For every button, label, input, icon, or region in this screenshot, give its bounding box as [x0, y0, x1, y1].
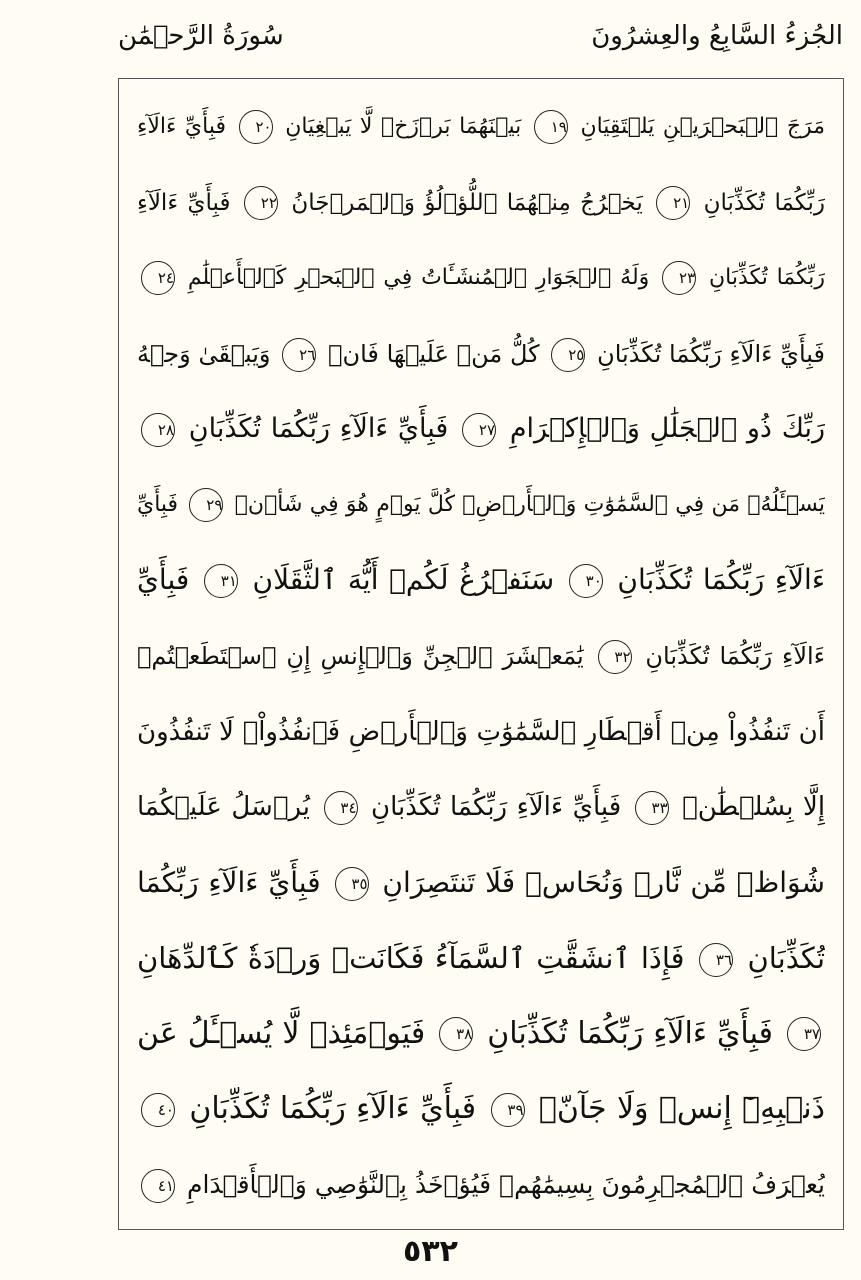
- ayah-number-marker: ٣٨: [439, 1017, 473, 1051]
- verse-text: فَبِأَيِّ ءَالَآءِ رَبِّكُمَا تُكَذِّبَانِ: [487, 1015, 773, 1051]
- verse-text: فَبِأَيِّ ءَالَآءِ رَبِّكُمَا تُكَذِّبَانِ: [188, 413, 449, 445]
- ayah-number-marker: ٣٦: [699, 943, 733, 977]
- verse-text: وَلَهُ ٱلۡجَوَارِ ٱلۡمُنشَـَٔاتُ فِي ٱلۡبَحۡرِ كَٱلۡأَعۡلَٰمِ: [187, 265, 650, 291]
- ayah-number-marker: ٢٩: [189, 488, 223, 522]
- ayah-number-marker: ٢٣: [662, 261, 696, 295]
- verse-text: يَخۡرُجُ مِنۡهُمَا ٱللُّؤۡلُؤُ وَٱلۡمَرۡجَانُ: [291, 189, 643, 216]
- ayah-number-marker: ٢١: [656, 186, 690, 220]
- verse-line: [137, 1075, 825, 1143]
- verse-text: فَبِأَيِّ: [137, 491, 179, 517]
- verse-line: [137, 395, 825, 463]
- verse-text: يُعۡرَفُ ٱلۡمُجۡرِمُونَ بِسِيمَٰهُمۡ فَيُؤۡخَذُ بِٱلنَّوَٰصِي وَٱلۡأَقۡدَامِ: [187, 1169, 825, 1199]
- ayah-number-marker: ٣٣: [635, 791, 669, 825]
- verse-text: سَنَفۡرُغُ لَكُمۡ أَيُّهَ ٱلثَّقَلَانِ: [252, 563, 555, 597]
- verse-line: [137, 244, 825, 312]
- ayah-number-marker: ٢٨: [141, 413, 175, 447]
- verse-text: فَبِأَيِّ ءَالَآءِ رَبِّكُمَا تُكَذِّبَانِ: [597, 339, 825, 368]
- verse-text: بَيۡنَهُمَا بَرۡزَخٞ لَّا يَبۡغِيَانِ: [285, 114, 522, 139]
- verse-text: كُلُّ مَنۡ عَلَيۡهَا فَانٖ: [328, 339, 540, 368]
- verse-lines: [137, 93, 825, 1219]
- verse-text: يَسۡـَٔلُهُۥ مَن فِي ٱلسَّمَٰوَٰتِ وَٱلۡأَرۡضِۚ كُلَّ يَوۡمٍ هُوَ فِي شَأۡنٖ: [234, 491, 825, 517]
- ayah-number-marker: ٣٠: [569, 564, 603, 598]
- ayah-number-marker: ٢٠: [239, 110, 273, 144]
- verse-line: [137, 1151, 825, 1219]
- ayah-number-marker: ٣٢: [598, 640, 632, 674]
- verse-text: ءَالَآءِ رَبِّكُمَا تُكَذِّبَانِ: [617, 563, 825, 597]
- verse-text: فَبِأَيِّ ءَالَآءِ: [137, 189, 231, 216]
- ayah-number-marker: ١٩: [534, 110, 568, 144]
- verse-line: [137, 773, 825, 841]
- verse-line: [137, 546, 825, 614]
- ayah-number-marker: ٣٩: [491, 1093, 525, 1127]
- verse-text: فَبِأَيِّ ءَالَآءِ رَبِّكُمَا تُكَذِّبَانِ: [189, 1091, 477, 1127]
- ayah-number-marker: ٣١: [204, 564, 238, 598]
- verse-text: إِلَّا بِسُلۡطَٰنٖ: [682, 792, 825, 823]
- juz-title: الجُزءُ السَّابِعُ والعِشرُونَ: [591, 21, 843, 51]
- verse-text: رَبِّكُمَا تُكَذِّبَانِ: [703, 189, 825, 216]
- verse-text: رَبِّكُمَا تُكَذِّبَانِ: [709, 265, 825, 291]
- verse-line: [137, 849, 825, 917]
- verse-text: أَن تَنفُذُواْ مِنۡ أَقۡطَارِ ٱلسَّمَٰوَٰتِ وَٱلۡأَرۡضِ فَٱنفُذُواْۚ لَا تَنفُذُونَ: [137, 716, 825, 747]
- verse-text: شُوَاظٞ مِّن نَّارٖ وَنُحَاسٞ فَلَا تَنتَصِرَانِ: [382, 865, 825, 899]
- ayah-number-marker: ٣٥: [335, 867, 369, 901]
- verse-line: [137, 169, 825, 237]
- text-frame: [118, 78, 844, 1230]
- verse-text: فَإِذَا ٱنشَقَّتِ ٱلسَّمَآءُ فَكَانَتۡ وَرۡدَةٗ كَٱلدِّهَانِ: [137, 941, 685, 976]
- ayah-number-marker: ٢٦: [282, 338, 316, 372]
- page-number: ٥٣٢: [403, 1234, 458, 1269]
- ayah-number-marker: ٢٤: [141, 261, 175, 295]
- verse-line: [137, 320, 825, 388]
- verse-line: [137, 471, 825, 539]
- verse-text: رَبِّكَ ذُو ٱلۡجَلَٰلِ وَٱلۡإِكۡرَامِ: [509, 413, 825, 445]
- verse-text: تُكَذِّبَانِ: [747, 941, 825, 976]
- verse-text: فَبِأَيِّ ءَالَآءِ رَبِّكُمَا: [137, 865, 321, 899]
- ayah-number-marker: ٣٤: [324, 791, 358, 825]
- verse-text: مَرَجَ ٱلۡبَحۡرَيۡنِ يَلۡتَقِيَانِ: [580, 114, 825, 139]
- verse-line: [137, 622, 825, 690]
- verse-line: [137, 924, 825, 992]
- ayah-number-marker: ٤٠: [141, 1093, 175, 1127]
- verse-text: فَبِأَيِّ ءَالَآءِ رَبِّكُمَا تُكَذِّبَانِ: [371, 792, 622, 823]
- verse-text: وَيَبۡقَىٰ وَجۡهُ: [137, 339, 271, 368]
- ayah-number-marker: ٢٧: [462, 413, 496, 447]
- verse-text: ذَنۢبِهِۦٓ إِنسٞ وَلَا جَآنّٞ: [538, 1091, 825, 1127]
- verse-line: [137, 698, 825, 766]
- ayah-number-marker: ٢٥: [551, 338, 585, 372]
- verse-text: يُرۡسَلُ عَلَيۡكُمَا: [137, 792, 311, 823]
- ayah-number-marker: ٢٢: [244, 186, 278, 220]
- verse-text: فَيَوۡمَئِذٖ لَّا يُسۡـَٔلُ عَن: [137, 1015, 426, 1051]
- verse-text: ءَالَآءِ رَبِّكُمَا تُكَذِّبَانِ: [645, 641, 825, 670]
- ayah-number-marker: ٤١: [141, 1169, 175, 1203]
- verse-text: فَبِأَيِّ: [137, 563, 190, 597]
- verse-text: يَٰمَعۡشَرَ ٱلۡجِنِّ وَٱلۡإِنسِ إِنِ ٱسۡتَطَعۡتُمۡ: [137, 641, 584, 670]
- verse-line: [137, 1000, 825, 1068]
- verse-text: فَبِأَيِّ ءَالَآءِ: [137, 114, 227, 139]
- surah-title: سُورَةُ الرَّحۡمَٰن: [118, 21, 284, 51]
- verse-line: [137, 93, 825, 161]
- ayah-number-marker: ٣٧: [787, 1017, 821, 1051]
- page-header: [118, 14, 843, 58]
